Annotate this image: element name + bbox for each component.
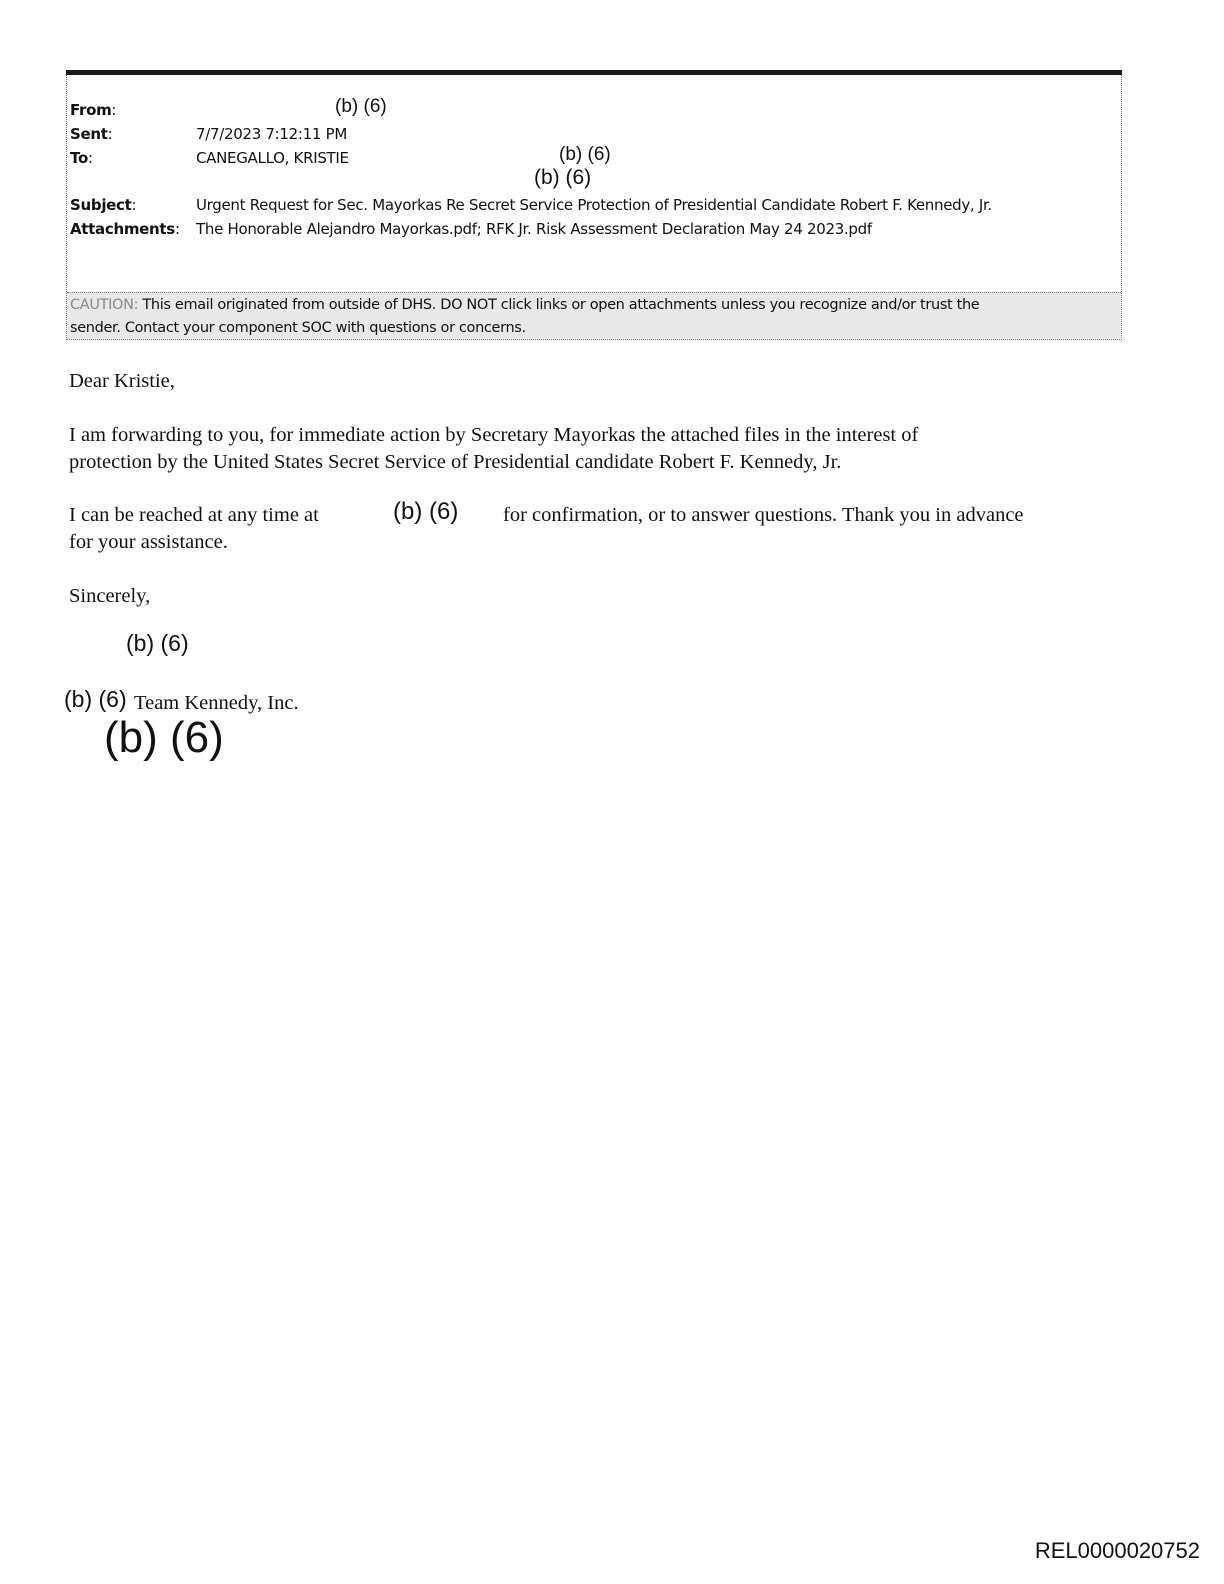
to-value: CANEGALLO, KRISTIE (196, 149, 349, 167)
attachments-value[interactable]: The Honorable Alejandro Mayorkas.pdf; RFK Jr. Risk Assessment Declaration May 24 2023.pdf (196, 220, 872, 238)
from-label: From (70, 101, 112, 119)
to-redaction-1: (b) (6) (559, 144, 611, 165)
sent-label: Sent (70, 125, 108, 143)
signature-org: Team Kennedy, Inc. (134, 692, 299, 714)
sent-value: 7/7/2023 7:12:11 PM (196, 125, 348, 143)
signature-name-redaction: (b) (6) (126, 630, 189, 656)
header-top-rule (66, 70, 1122, 75)
paragraph2-line2: for your assistance. (69, 531, 228, 553)
paragraph1-line2: protection by the United States Secret Service of Presidential candidate Robert F. Kennedy, Jr. (69, 451, 842, 473)
signature-title-redaction: (b) (6) (64, 686, 127, 712)
caution-label: CAUTION: (70, 297, 139, 313)
email-header-box: From: (b) (6) Sent: 7/7/2023 7:12:11 PM To: CANEGALLO, KRISTIE (b) (6) (b) (6) Subject: Urgent Request for Sec. Mayorkas Re Secret Service Protection of Presidential Candidate Robert F. Kennedy, Jr. Attachments: The Honorable Alejandro Mayorkas.pdf; RFK Jr. Risk Assessment Declaration May 24 2023.pdf CAUTION: This email originated from outside of DHS. DO NOT click links or open attachments unless you recognize and/or trust the sender. Contact your component SOC with questions or concerns. (66, 70, 1122, 340)
caution-text-line2: sender. Contact your component SOC with questions or concerns. (70, 320, 526, 336)
to-redaction-2: (b) (6) (534, 166, 592, 189)
caution-text: This email originated from outside of DHS. DO NOT click links or open attachments unless you recognize and/or trust the (138, 297, 980, 313)
closing: Sincerely, (69, 585, 151, 607)
subject-label: Subject (70, 196, 132, 214)
attachments-label: Attachments (70, 220, 175, 238)
paragraph2-line1-start: I can be reached at any time at (69, 504, 319, 526)
caution-banner (67, 292, 1121, 339)
from-redaction: (b) (6) (335, 96, 387, 117)
subject-value: Urgent Request for Sec. Mayorkas Re Secret Service Protection of Presidential Candidate Robert F. Kennedy, Jr. (196, 196, 992, 214)
signature-contact-redaction: (b) (6) (104, 713, 224, 762)
greeting: Dear Kristie, (69, 370, 175, 392)
phone-redaction: (b) (6) (393, 498, 459, 525)
document-id: REL0000020752 (1034, 1538, 1200, 1563)
paragraph2-line1-end: for confirmation, or to answer questions. Thank you in advance (503, 504, 1024, 526)
to-label: To (70, 149, 88, 167)
paragraph1-line1: I am forwarding to you, for immediate action by Secretary Mayorkas the attached files in the interest of (69, 424, 919, 446)
